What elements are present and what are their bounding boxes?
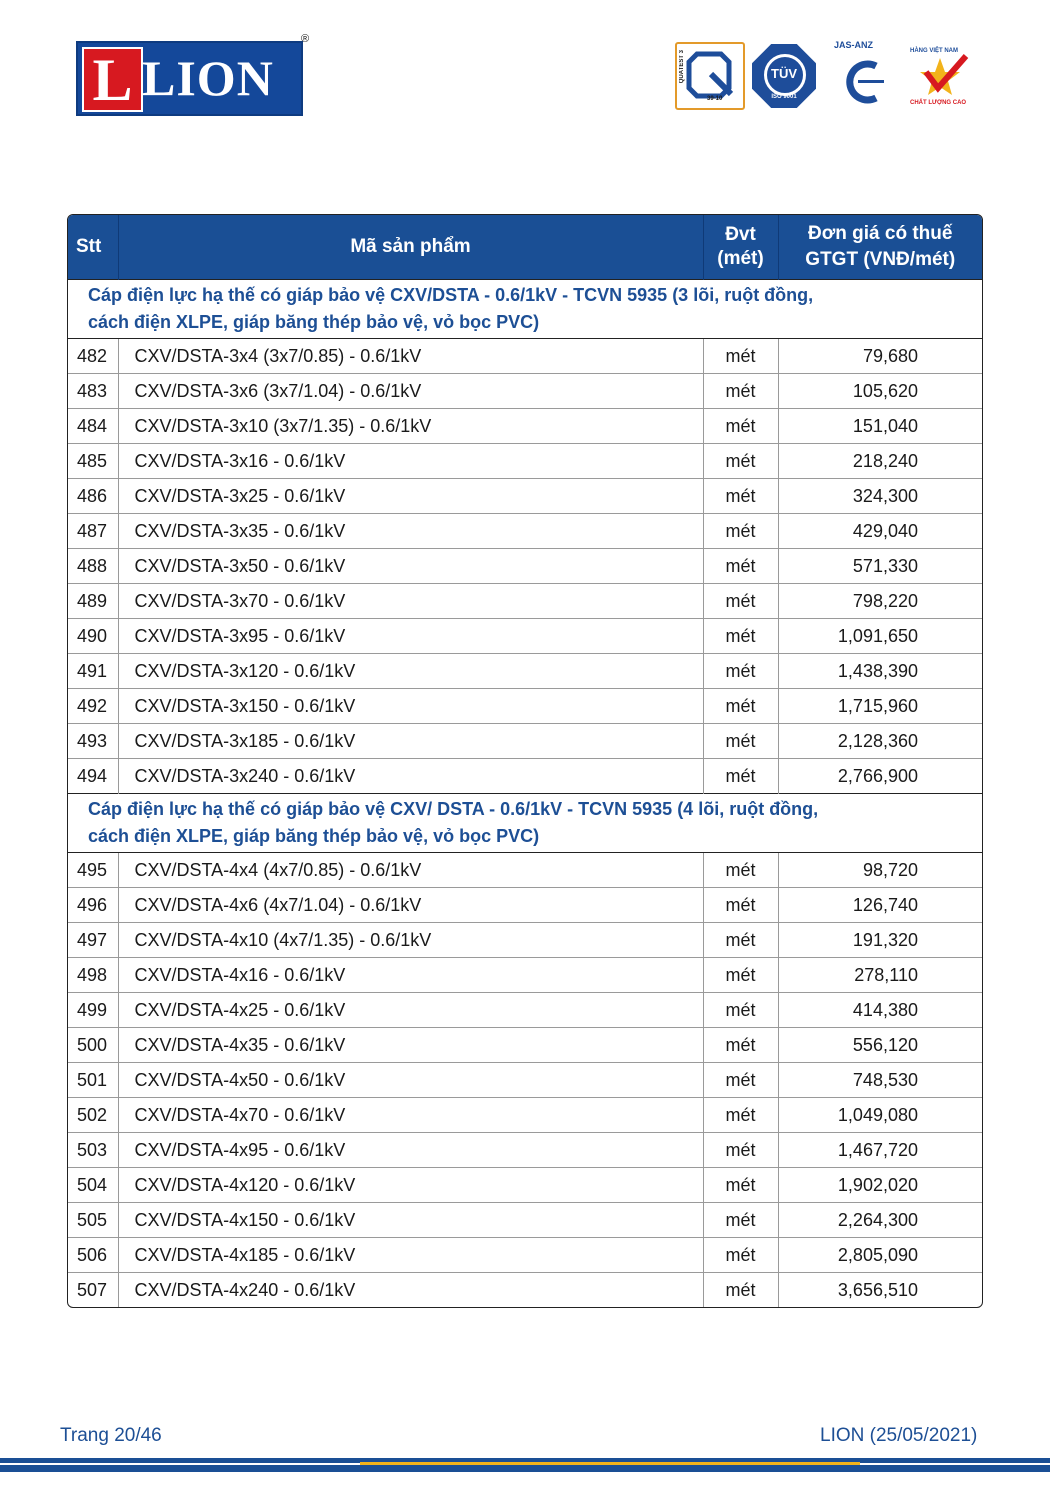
cell-product-name: CXV/DSTA-3x150 - 0.6/1kV (118, 689, 703, 724)
cell-stt: 491 (68, 654, 118, 689)
cell-price: 1,049,080 (778, 1098, 982, 1133)
cell-price: 98,720 (778, 853, 982, 888)
table-row (68, 1168, 982, 1203)
table-row (68, 1273, 982, 1308)
tuv-label: TÜV (771, 66, 797, 81)
cell-unit: mét (703, 549, 778, 584)
cell-stt: 506 (68, 1238, 118, 1273)
cell-product-name: CXV/DSTA-4x25 - 0.6/1kV (118, 993, 703, 1028)
cell-price: 1,902,020 (778, 1168, 982, 1203)
logo-initial: L (92, 47, 133, 113)
section-title-line2: cách điện XLPE, giáp băng thép bảo vệ, vỏ bọc PVC) (88, 826, 540, 846)
jas-anz-badge (830, 40, 890, 108)
table-row (68, 689, 982, 724)
cell-unit: mét (703, 888, 778, 923)
table-row (68, 759, 982, 794)
col-header-unit (703, 215, 778, 280)
tuv-badge (752, 44, 816, 108)
cell-stt: 499 (68, 993, 118, 1028)
cell-stt: 492 (68, 689, 118, 724)
cell-product-name: CXV/DSTA-4x4 (4x7/0.85) - 0.6/1kV (118, 853, 703, 888)
quatest-badge (675, 42, 745, 110)
cell-product-name: CXV/DSTA-4x50 - 0.6/1kV (118, 1063, 703, 1098)
cell-product-name: CXV/DSTA-3x4 (3x7/0.85) - 0.6/1kV (118, 339, 703, 374)
table-row (68, 374, 982, 409)
quatest-label: QUATEST 3 (679, 50, 685, 84)
cell-stt: 507 (68, 1273, 118, 1308)
cell-price: 1,467,720 (778, 1133, 982, 1168)
hang-viet-nam-badge (900, 42, 978, 110)
table-header-row (68, 215, 982, 280)
table-row (68, 514, 982, 549)
cell-unit: mét (703, 759, 778, 794)
table-row (68, 654, 982, 689)
table-row (68, 1238, 982, 1273)
cell-stt: 497 (68, 923, 118, 958)
table-row (68, 993, 982, 1028)
col-header-price (778, 215, 982, 280)
page-number: Trang 20/46 (60, 1425, 162, 1446)
cell-price: 748,530 (778, 1063, 982, 1098)
cell-price: 218,240 (778, 444, 982, 479)
cell-unit: mét (703, 1203, 778, 1238)
cell-price: 278,110 (778, 958, 982, 993)
cell-unit: mét (703, 958, 778, 993)
cell-price: 2,805,090 (778, 1238, 982, 1273)
cell-stt: 486 (68, 479, 118, 514)
table-row (68, 1203, 982, 1238)
section-title-line1: Cáp điện lực hạ thế có giáp bảo vệ CXV/ DSTA - 0.6/1kV - TCVN 5935 (4 lõi, ruột đồng, (88, 799, 819, 819)
cell-stt: 495 (68, 853, 118, 888)
cell-product-name: CXV/DSTA-3x240 - 0.6/1kV (118, 759, 703, 794)
cell-product-name: CXV/DSTA-4x35 - 0.6/1kV (118, 1028, 703, 1063)
cell-stt: 484 (68, 409, 118, 444)
cell-price: 2,264,300 (778, 1203, 982, 1238)
table-row (68, 724, 982, 759)
cell-unit: mét (703, 479, 778, 514)
cell-price: 105,620 (778, 374, 982, 409)
cell-product-name: CXV/DSTA-4x150 - 0.6/1kV (118, 1203, 703, 1238)
hvn-bottom-label: CHẤT LƯỢNG CAO (910, 100, 967, 106)
col-header-stt: Stt (68, 215, 118, 280)
cell-product-name: CXV/DSTA-4x95 - 0.6/1kV (118, 1133, 703, 1168)
cell-unit: mét (703, 619, 778, 654)
cell-unit: mét (703, 1238, 778, 1273)
jas-anz-c-icon (830, 40, 890, 108)
col-header-unit-line1: Đvt (725, 224, 756, 245)
cell-stt: 501 (68, 1063, 118, 1098)
cell-product-name: CXV/DSTA-3x95 - 0.6/1kV (118, 619, 703, 654)
table-row (68, 1133, 982, 1168)
cell-product-name: CXV/DSTA-4x120 - 0.6/1kV (118, 1168, 703, 1203)
cell-unit: mét (703, 374, 778, 409)
cell-price: 2,766,900 (778, 759, 982, 794)
cell-price: 429,040 (778, 514, 982, 549)
cell-product-name: CXV/DSTA-4x70 - 0.6/1kV (118, 1098, 703, 1133)
cell-product-name: CXV/DSTA-3x35 - 0.6/1kV (118, 514, 703, 549)
cell-unit: mét (703, 923, 778, 958)
cell-price: 556,120 (778, 1028, 982, 1063)
cell-stt: 485 (68, 444, 118, 479)
cell-unit: mét (703, 689, 778, 724)
hvn-top-label: HÀNG VIỆT NAM (910, 48, 958, 54)
cell-product-name: CXV/DSTA-4x6 (4x7/1.04) - 0.6/1kV (118, 888, 703, 923)
cell-unit: mét (703, 514, 778, 549)
cell-product-name: CXV/DSTA-4x10 (4x7/1.35) - 0.6/1kV (118, 923, 703, 958)
cell-price: 151,040 (778, 409, 982, 444)
footer-accent-stripe (360, 1462, 860, 1465)
section-title-line1: Cáp điện lực hạ thế có giáp bảo vệ CXV/DSTA - 0.6/1kV - TCVN 5935 (3 lõi, ruột đồng, (88, 285, 814, 305)
table-row (68, 1098, 982, 1133)
table-row (68, 339, 982, 374)
table-row (68, 888, 982, 923)
lion-logo (76, 41, 303, 116)
table-row (68, 1063, 982, 1098)
cell-price: 414,380 (778, 993, 982, 1028)
cell-price: 1,091,650 (778, 619, 982, 654)
cell-product-name: CXV/DSTA-3x120 - 0.6/1kV (118, 654, 703, 689)
cell-stt: 504 (68, 1168, 118, 1203)
section-title (68, 794, 982, 853)
cell-stt: 493 (68, 724, 118, 759)
cell-unit: mét (703, 853, 778, 888)
table-row (68, 619, 982, 654)
cell-stt: 500 (68, 1028, 118, 1063)
cell-unit: mét (703, 444, 778, 479)
table-row (68, 958, 982, 993)
section-title (68, 280, 982, 339)
col-header-product: Mã sản phẩm (118, 215, 703, 280)
cell-price: 3,656,510 (778, 1273, 982, 1308)
cell-product-name: CXV/DSTA-4x240 - 0.6/1kV (118, 1273, 703, 1308)
section-header-row (68, 280, 982, 339)
section-title-line2: cách điện XLPE, giáp băng thép bảo vệ, vỏ bọc PVC) (88, 312, 540, 332)
cell-product-name: CXV/DSTA-4x16 - 0.6/1kV (118, 958, 703, 993)
cell-product-name: CXV/DSTA-3x50 - 0.6/1kV (118, 549, 703, 584)
cell-unit: mét (703, 993, 778, 1028)
cell-stt: 503 (68, 1133, 118, 1168)
cell-product-name: CXV/DSTA-3x16 - 0.6/1kV (118, 444, 703, 479)
cell-stt: 488 (68, 549, 118, 584)
cell-unit: mét (703, 409, 778, 444)
cell-unit: mét (703, 1168, 778, 1203)
section-header-row (68, 794, 982, 853)
cell-stt: 502 (68, 1098, 118, 1133)
footer-bar (0, 1458, 1050, 1472)
cell-stt: 496 (68, 888, 118, 923)
price-table (67, 214, 983, 1308)
jas-anz-label: JAS-ANZ (834, 40, 874, 50)
table-row (68, 444, 982, 479)
cell-product-name: CXV/DSTA-3x70 - 0.6/1kV (118, 584, 703, 619)
cell-stt: 489 (68, 584, 118, 619)
cell-stt: 498 (68, 958, 118, 993)
cell-unit: mét (703, 724, 778, 759)
cell-stt: 505 (68, 1203, 118, 1238)
cell-product-name: CXV/DSTA-3x10 (3x7/1.35) - 0.6/1kV (118, 409, 703, 444)
cell-unit: mét (703, 339, 778, 374)
col-header-unit-line2: (mét) (717, 248, 764, 269)
cell-unit: mét (703, 1133, 778, 1168)
cell-product-name: CXV/DSTA-3x185 - 0.6/1kV (118, 724, 703, 759)
cell-unit: mét (703, 1063, 778, 1098)
cell-unit: mét (703, 654, 778, 689)
cell-price: 1,715,960 (778, 689, 982, 724)
cell-stt: 490 (68, 619, 118, 654)
logo-initial-box (82, 47, 143, 112)
cell-price: 571,330 (778, 549, 982, 584)
col-header-price-line2: GTGT (VNĐ/mét) (805, 249, 956, 270)
cell-price: 324,300 (778, 479, 982, 514)
footer-brand-date: LION (25/05/2021) (820, 1425, 978, 1446)
table-row (68, 549, 982, 584)
table-row (68, 1028, 982, 1063)
cell-stt: 494 (68, 759, 118, 794)
table-row (68, 409, 982, 444)
cell-price: 798,220 (778, 584, 982, 619)
cell-product-name: CXV/DSTA-3x25 - 0.6/1kV (118, 479, 703, 514)
cell-price: 126,740 (778, 888, 982, 923)
cell-stt: 483 (68, 374, 118, 409)
col-header-price-line1: Đơn giá có thuế (808, 223, 953, 244)
cell-price: 1,438,390 (778, 654, 982, 689)
logo-text: LION (142, 50, 274, 106)
cell-price: 2,128,360 (778, 724, 982, 759)
cell-price: 191,320 (778, 923, 982, 958)
table-row (68, 584, 982, 619)
registered-mark: ® (301, 33, 310, 45)
cell-product-name: CXV/DSTA-4x185 - 0.6/1kV (118, 1238, 703, 1273)
cell-stt: 487 (68, 514, 118, 549)
cell-unit: mét (703, 584, 778, 619)
cell-stt: 482 (68, 339, 118, 374)
tuv-iso: ISO 9001 (771, 94, 797, 100)
table-body (68, 280, 982, 1308)
quatest-code: 39-10 (707, 96, 723, 102)
cell-unit: mét (703, 1098, 778, 1133)
cell-unit: mét (703, 1028, 778, 1063)
cell-unit: mét (703, 1273, 778, 1308)
table-row (68, 479, 982, 514)
cell-product-name: CXV/DSTA-3x6 (3x7/1.04) - 0.6/1kV (118, 374, 703, 409)
table-row (68, 853, 982, 888)
cell-price: 79,680 (778, 339, 982, 374)
table-row (68, 923, 982, 958)
